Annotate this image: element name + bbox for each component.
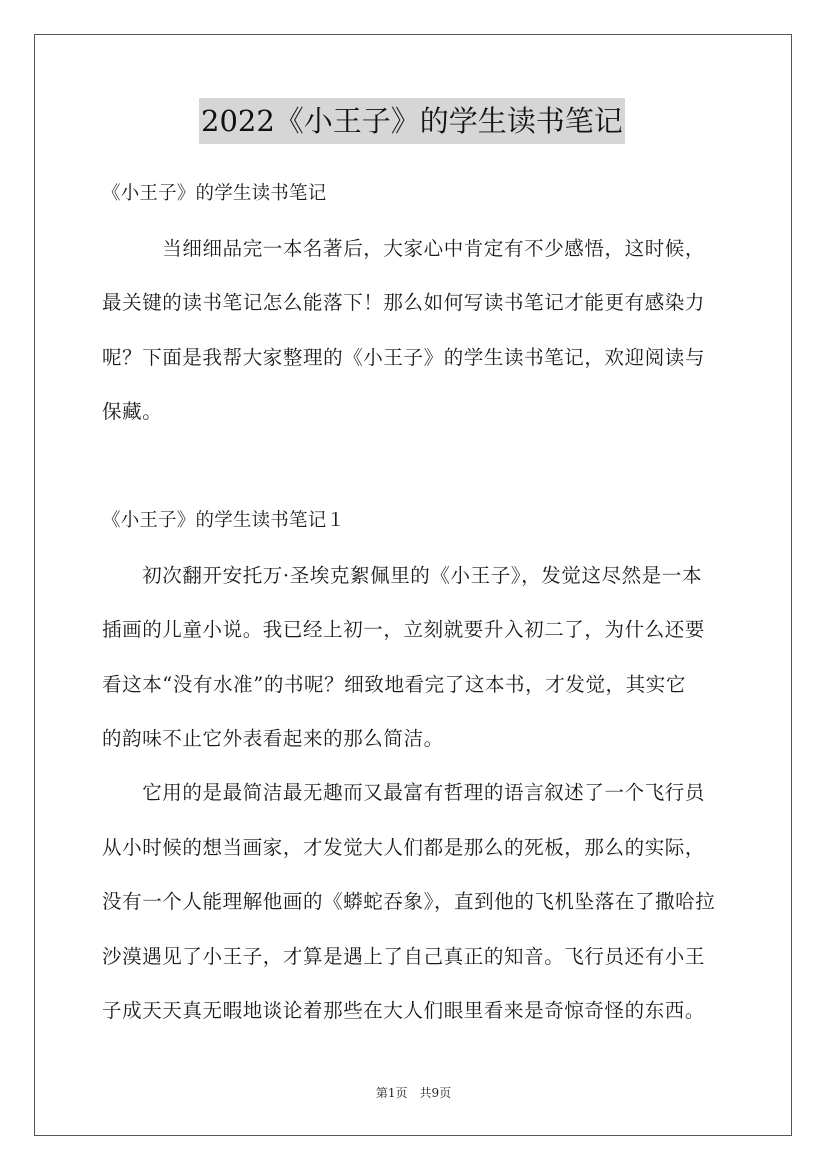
paragraph-line: 插画的儿童小说。我已经上初一，立刻就要升入初二了，为什么还要 xyxy=(102,618,706,641)
intro-line: 最关键的读书笔记怎么能落下！那么如何写读书笔记才能更有感染力 xyxy=(102,291,706,314)
intro-line: 保藏。 xyxy=(102,400,163,423)
intro-heading: 《小王子》的学生读书笔记 xyxy=(102,183,327,204)
intro-line: 当细细品完一本名著后，大家心中肯定有不少感悟，这时候， xyxy=(102,237,706,260)
intro-line: 呢？下面是我帮大家整理的《小王子》的学生读书笔记，欢迎阅读与 xyxy=(102,346,706,369)
paragraph-line: 的韵味不止它外表看起来的那么简洁。 xyxy=(102,727,444,750)
paragraph-line: 沙漠遇见了小王子，才算是遇上了自己真正的知音。飞行员还有小王 xyxy=(102,945,706,968)
paragraph-line: 子成天天真无暇地谈论着那些在大人们眼里看来是奇惊奇怪的东西。 xyxy=(102,999,706,1022)
paragraph-line: 从小时候的想当画家，才发觉大人们都是那么的死板，那么的实际， xyxy=(102,836,706,859)
page-number: 第1页 共9页 xyxy=(375,1086,452,1100)
document-title: 2022《小王子》的学生读书笔记 xyxy=(199,98,625,144)
paragraph-line: 没有一个人能理解他画的《蟒蛇吞象》，直到他的飞机坠落在了撒哈拉 xyxy=(102,890,716,913)
paragraph-line: 初次翻开安托万·圣埃克絮佩里的《小王子》，发觉这尽然是一本 xyxy=(102,564,703,587)
paragraph-line: 它用的是最简洁最无趣而又最富有哲理的语言叙述了一个飞行员 xyxy=(102,781,706,804)
paragraph-line: 看这本“没有水准”的书呢？细致地看完了这本书，才发觉，其实它 xyxy=(102,673,686,696)
section-heading: 《小王子》的学生读书笔记１ xyxy=(102,510,346,531)
